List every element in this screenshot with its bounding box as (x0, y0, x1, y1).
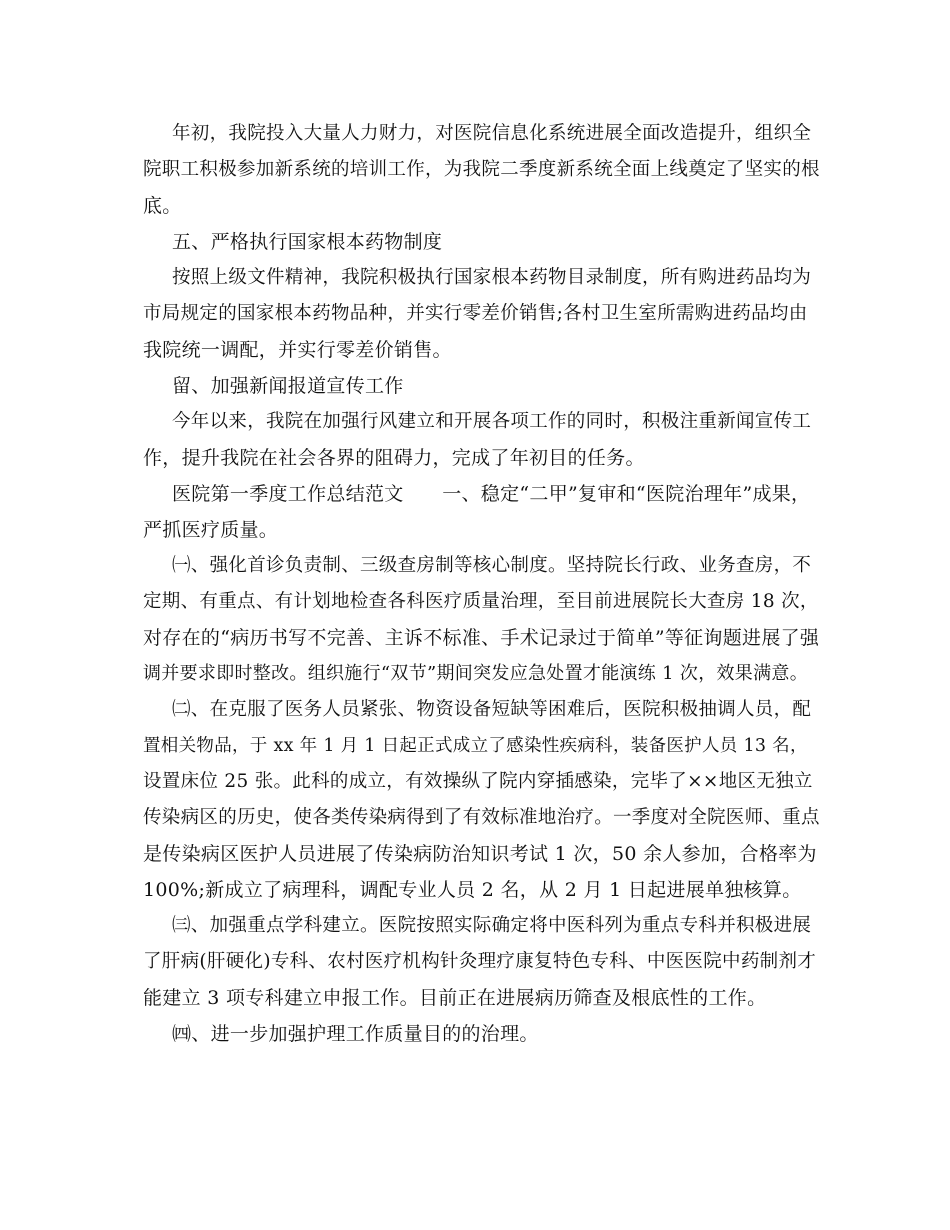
text-line: ㈡、在克服了医务人员紧张、物资设备短缺等困难后，医院积极抽调人员，配 (172, 699, 812, 720)
text-line: 能建立 3 项专科建立申报工作。目前正在进展病历筛查及根底性的工作。 (143, 987, 767, 1009)
document-body (143, 116, 823, 1052)
text-line: 调并要求即时整改。组织施行“双节”期间突发应急处置才能演练 1 次，效果满意。 (143, 663, 808, 684)
text-line: 我院统一调配，并实行零差价销售。 (143, 339, 452, 361)
text-line: 年初，我院投入大量人力财力，对医院信息化系统进展全面改造提升，组织全 (172, 123, 812, 144)
text-line: 市局规定的国家根本药物品种，并实行零差价销售;各村卫生室所需购进药品均由 (143, 303, 808, 324)
text-line: 作，提升我院在社会各界的阻碍力，完成了年初目的任务。 (143, 447, 645, 469)
text-line: ㈣、进一步加强护理工作质量目的的治理。 (172, 1023, 539, 1045)
section-heading: 五、严格执行国家根本药物制度 (172, 231, 443, 253)
text-line: 院职工积极参加新系统的培训工作，为我院二季度新系统全面上线奠定了坚实的根 (143, 159, 820, 180)
text-line: 严抓医疗质量。 (143, 519, 279, 541)
text-line: ㈠、强化首诊负责制、三级查房制等核心制度。坚持院长行政、业务查房，不 (172, 555, 812, 576)
section-heading: 留、加强新闻报道宣传工作 (172, 375, 404, 397)
text-line: 底。 (143, 195, 182, 217)
text-line: 设置床位 25 张。此科的成立，有效操纵了院内穿插感染，完毕了××地区无独立 (143, 771, 813, 792)
text-line: 了肝病(肝硬化)专科、农村医疗机构针灸理疗康复特色专科、中医医院中药制剂才 (143, 951, 817, 972)
text-line: 100%;新成立了病理科，调配专业人员 2 名，从 2 月 1 日起进展单独核算。 (143, 879, 802, 901)
text-line: 是传染病区医护人员进展了传染病防治知识考试 1 次，50 余人参加，合格率为 (143, 843, 817, 865)
text-line: 传染病区的历史，使各类传染病得到了有效标准地治疗。一季度对全院医师、重点 (143, 807, 820, 828)
text-line: 定期、有重点、有计划地检查各科医疗质量治理，至目前进展院长大查房 18 次， (143, 591, 819, 612)
text-line: 今年以来，我院在加强行风建立和开展各项工作的同时，积极注重新闻宣传工 (172, 411, 812, 432)
text-line: ㈢、加强重点学科建立。医院按照实际确定将中医科列为重点专科并积极进展 (172, 915, 812, 936)
text-line: 医院第一季度工作总结范文 一、稳定“二甲”复审和“医院治理年”成果， (172, 483, 811, 505)
text-line: 按照上级文件精神，我院积极执行国家根本药物目录制度，所有购进药品均为 (172, 267, 812, 288)
text-line: 对存在的“病历书写不完善、主诉不标准、手术记录过于简单”等征询题进展了强 (143, 627, 820, 649)
text-line: 置相关物品，于 xx 年 1 月 1 日起正式成立了感染性疾病科，装备医护人员 13 名， (143, 736, 808, 756)
